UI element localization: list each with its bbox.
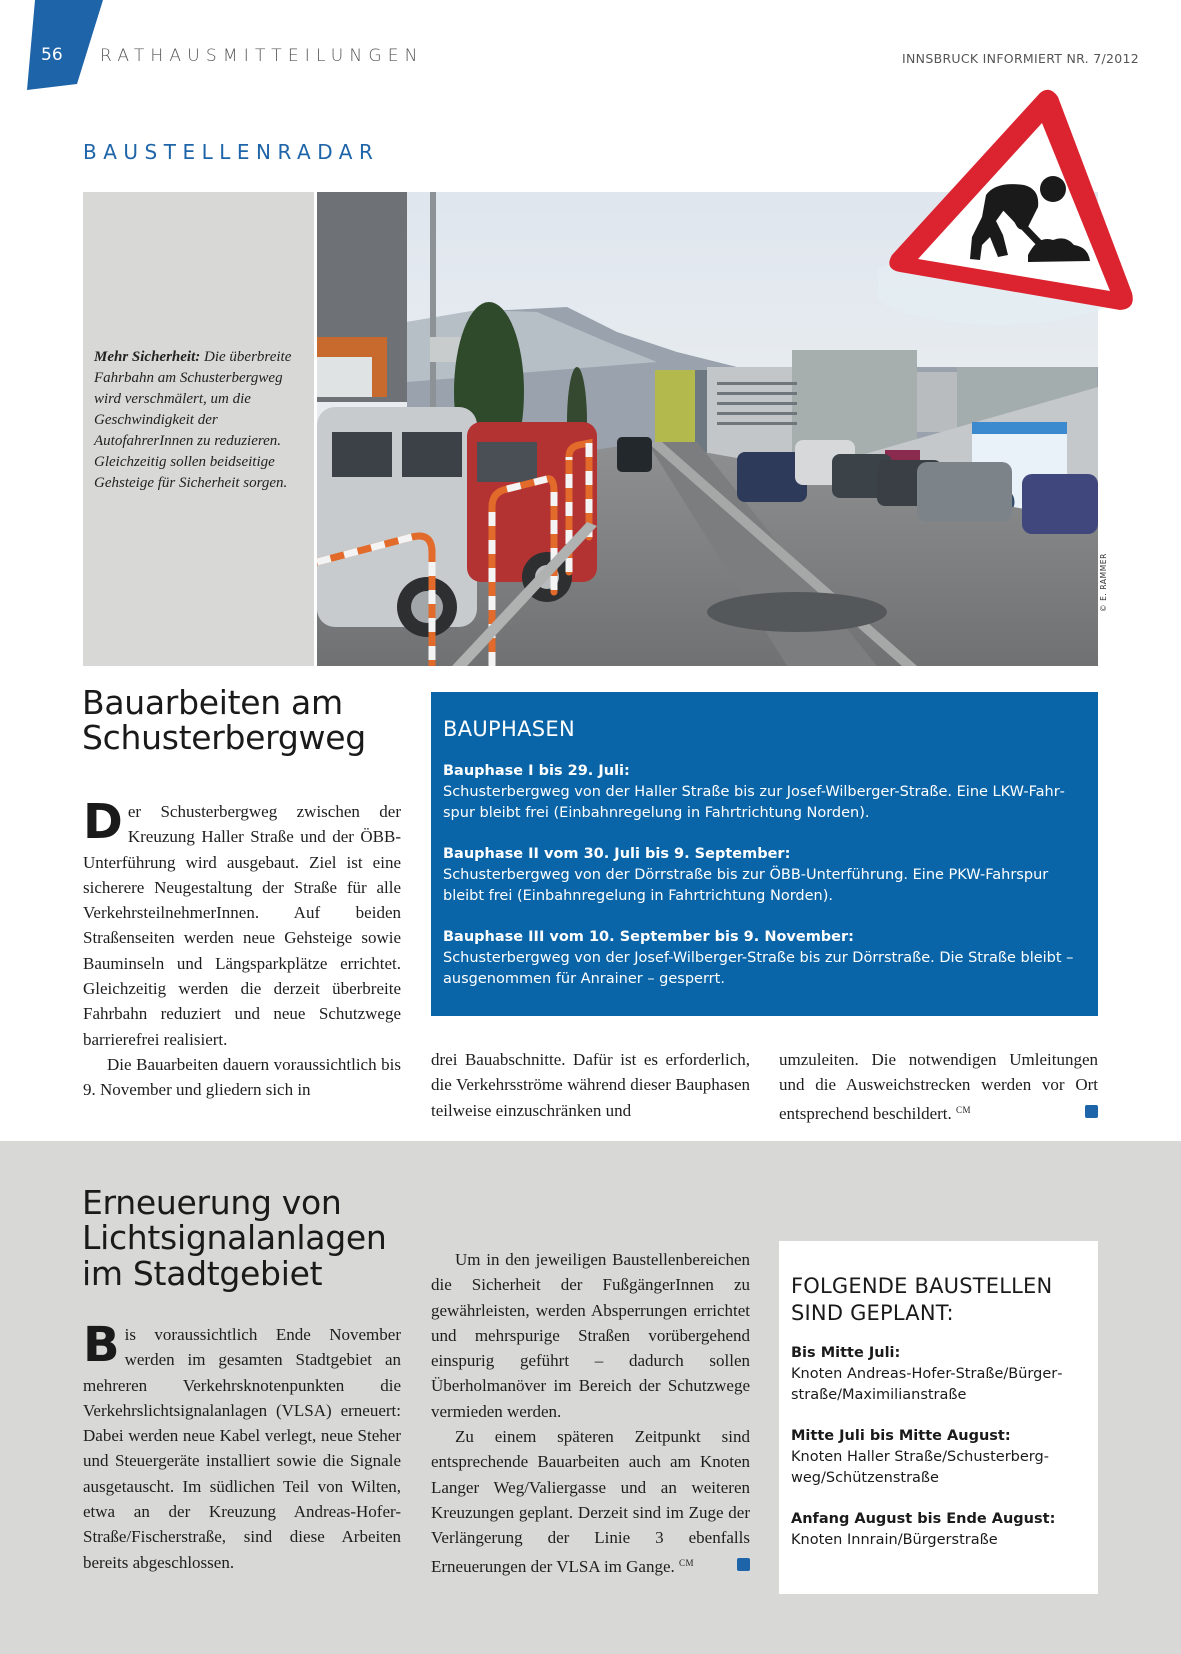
- planned-item-title: Bis Mitte Juli:: [791, 1345, 901, 1361]
- rubric-title: BAUSTELLENRADAR: [83, 140, 380, 164]
- phase-item: [443, 761, 1086, 824]
- road-works-sign-icon: [878, 85, 1138, 330]
- author-initials: CM: [956, 1104, 972, 1115]
- planned-item-text: Knoten Haller Straße/Schusterbergweg/Schützenstraße: [791, 1449, 1049, 1486]
- article1-paragraph-2: Die Bauarbeiten dauern voraussichtlich bis 9. November und gliedern sich in: [83, 1054, 401, 1100]
- author-initials: CM: [679, 1557, 695, 1568]
- article1-paragraph-1: er Schusterbergweg zwischen der Kreuzung Haller Straße und der ÖBB-Unterführung wird ausgebaut. Ziel ist eine sicherere Neugestaltung der Straße für alle VerkehrsteilnehmerInnen. Auf beiden Straßenseiten werden neue Gehsteige sowie Bauminseln und Längsparkplätze errichtet. Gleichzeitig werden die derzeit überbreite Fahrbahn reduziert und neue Schutzwege barrierefrei realisiert.: [83, 802, 401, 1049]
- page-number: 56: [41, 45, 63, 65]
- phase-text: Schusterbergweg von der Josef-Wilberger-Straße bis zur Dörrstraße. Die Straße bleibt – ausgenommen für Anrainer – gesperrt.: [443, 950, 1074, 987]
- bauphasen-box: [431, 692, 1098, 1016]
- phase-item: [443, 844, 1086, 907]
- planned-item-text: Knoten Andreas-Hofer-Straße/Bürgerstraße/Maximilianstraße: [791, 1366, 1063, 1403]
- phase-item: [443, 927, 1086, 990]
- article2-paragraph-2: Zu einem späteren Zeitpunkt sind entsprechende Bauarbeiten auch am Knoten Langer Weg/Valiergasse und an weiteren Kreuzungen geplant. Derzeit sind im Zuge der Verlängerung der Linie 3 ebenfalls Erneuerungen der VLSA im Gange.: [431, 1427, 750, 1576]
- article1-column-3-text: umzuleiten. Die notwendigen Umleitungen und die Ausweichstrecken werden vor Ort entsprechend beschildert.: [779, 1050, 1098, 1123]
- planned-item: [791, 1426, 1086, 1489]
- bauphasen-title: BAUPHASEN: [443, 717, 575, 741]
- caption-text: Die überbreite Fahrbahn am Schusterbergweg wird verschmälert, um die Geschwindigkeit der AutofahrerInnen zu reduzieren. Gleichzeitig sollen beidseitige Gehsteige für Sicherheit sorgen.: [94, 349, 292, 491]
- phase-title: Bauphase I bis 29. Juli:: [443, 763, 630, 779]
- phase-title: Bauphase III vom 10. September bis 9. November:: [443, 929, 854, 945]
- phase-text: Schusterbergweg von der Dörrstraße bis zur ÖBB-Unterführung. Eine PKW-Fahrspur bleibt frei (Einbahnregelung in Fahrtrichtung Norden).: [443, 867, 1049, 904]
- article2-column-2: [431, 1247, 750, 1579]
- article1-column-1: [83, 794, 401, 1103]
- planned-item-title: Mitte Juli bis Mitte August:: [791, 1428, 1011, 1444]
- caption-lead: Mehr Sicherheit:: [94, 349, 201, 365]
- planned-item-title: Anfang August bis Ende August:: [791, 1511, 1056, 1527]
- planned-item: [791, 1343, 1086, 1406]
- article2-column-1: [83, 1317, 401, 1575]
- planned-item: [791, 1509, 1086, 1551]
- photo-credit: © E. RAMMER: [1099, 553, 1108, 612]
- planned-item-text: Knoten Innrain/Bürgerstraße: [791, 1532, 998, 1548]
- phase-text: Schusterbergweg von der Haller Straße bis zur Josef-Wilberger-Straße. Eine LKW-Fahrspur bleibt frei (Einbahnregelung in Fahrtrichtung Norden).: [443, 784, 1065, 821]
- article2-headline: Erneuerung von Lichtsignalanlagen im Stadtgebiet: [82, 1183, 387, 1293]
- article2-column-1-text: is voraussichtlich Ende November werden im gesamten Stadtgebiet an mehreren Verkehrsknotenpunkten die Verkehrslichtsignalanlagen (VLSA) erneuert: Dabei werden neue Kabel verlegt, neue Steher und Steuergeräte installiert sowie die Signale ausgetauscht. Im südlichen Teil von Wilten, etwa an der Kreuzung Andreas-Hofer-Straße/Fischerstraße, sind diese Arbeiten bereits abgeschlossen.: [83, 1325, 401, 1572]
- photo-caption: [94, 347, 304, 494]
- end-of-article-icon: [737, 1558, 750, 1571]
- article1-headline: Bauarbeiten am Schusterbergweg: [82, 683, 366, 758]
- section-label: RATHAUSMITTEILUNGEN: [100, 46, 424, 66]
- planned-sites-box: [779, 1241, 1098, 1594]
- phase-title: Bauphase II vom 30. Juli bis 9. September:: [443, 846, 791, 862]
- issue-label: INNSBRUCK INFORMIERT NR. 7/2012: [902, 51, 1139, 66]
- article1-column-2-text: drei Bauabschnitte. Dafür ist es erforderlich, die Verkehrsströme während dieser Bauphasen teilweise einzuschränken und: [431, 1050, 750, 1120]
- dropcap: D: [83, 794, 123, 850]
- article1-column-3: [779, 1047, 1098, 1126]
- article1-column-2: [431, 1047, 750, 1123]
- planned-title: FOLGENDE BAUSTELLEN SIND GEPLANT:: [791, 1274, 1053, 1325]
- caption-panel: [83, 192, 314, 666]
- article2-paragraph-1: Um in den jeweiligen Baustellenbereichen die Sicherheit der FußgängerInnen zu gewährleisten, werden Absperrungen errichtet und mehrspurige Straßen vorübergehend einspurig geführt – dadurch sollen Überholmanöver im Bereich der Schutzwege vermieden werden.: [431, 1250, 750, 1421]
- end-of-article-icon: [1085, 1105, 1098, 1118]
- dropcap: B: [83, 1317, 120, 1373]
